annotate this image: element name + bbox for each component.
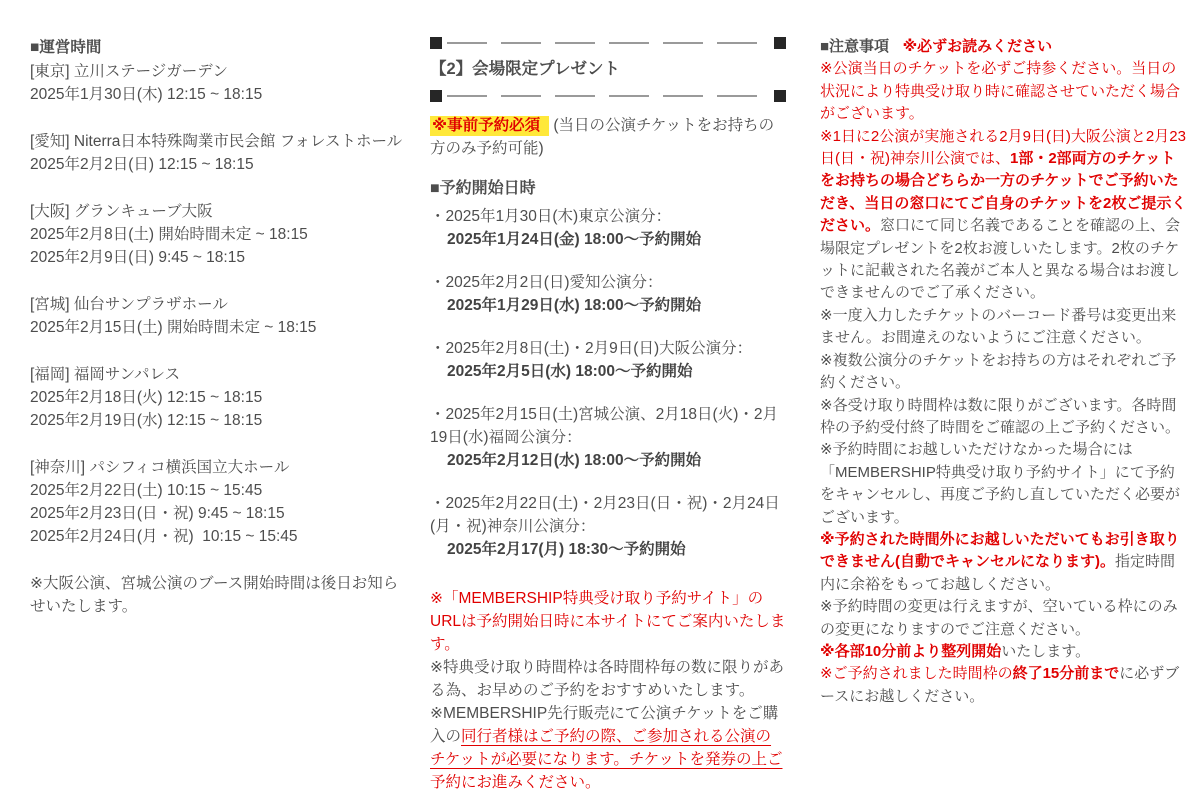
schedule-start-datetime: 2025年2月12日(水) 18:00〜予約開始 [447,452,702,469]
schedule-target: ・2025年2月15日(土)宮城公演、2月18日(火)・2月19日(水)福岡公演分： [430,406,778,446]
note-paragraph [430,587,786,656]
reservation-notes [430,587,786,790]
schedule-entry [430,205,786,251]
reservation-schedule-list [430,205,786,561]
venue-name: [東京] 立川ステージガーデン [30,63,228,80]
venue-hours: 2025年2月2日(日) 12:15 ~ 18:15 [30,156,254,173]
schedule-start-datetime: 2025年2月5日(水) 18:00〜予約開始 [447,363,693,380]
text-segment: 窓口にて同じ名義であることを確認の上、会場限定プレゼントを2枚お渡しいたします。2枚のチケットに記載された名義がご本人と異なる場合はお渡しできませんのでご了承ください。 [820,217,1181,302]
schedule-start-datetime: 2025年2月17(月) 18:30〜予約開始 [447,541,686,558]
text-segment: ※公演当日のチケットを必ずご持参ください。当日の状況により特典受け取り時に確認させていただく場合がございます。 [820,60,1181,123]
operating-hours-column [30,36,404,618]
venue-hours: 2025年2月19日(水) 12:15 ~ 18:15 [30,412,263,429]
text-segment: いたします。 [1001,642,1091,660]
note-paragraph [820,395,1188,440]
venue-hours: 2025年2月23日(日・祝) 9:45 ~ 18:15 [30,505,285,522]
divider-square-icon [430,37,442,49]
venue-hours: 2025年2月9日(日) 9:45 ~ 18:15 [30,249,245,266]
note-paragraph [820,641,1188,663]
cautions-column [820,36,1188,708]
divider-square-icon [430,90,442,102]
cautions-heading-line [820,36,1188,58]
note-paragraph [820,350,1188,395]
divider-square-icon [774,90,786,102]
venue-block [30,60,404,106]
divider-square-icon [774,37,786,49]
venue-name: [神奈川] パシフィコ横浜国立大ホール [30,459,290,476]
text-segment: 1部・2部両方のチケットをお持ちの場合どちらか一方のチケットでご予約いただき、当日の窓口にてご自身のチケットを2枚ご提示ください。 [820,150,1187,235]
section-divider-top [430,36,786,49]
schedule-target: ・2025年1月30日(木)東京公演分： [430,208,672,225]
text-segment: ※特典受け取り時間枠は各時間枠毎の数に限りがある為、お早めのご予約をおすすめいたします。 [430,659,784,699]
text-segment: ※予約時間の変更は行えますが、空いている枠にのみの変更になりますのでご注意ください。 [820,598,1178,638]
venue-present-column [430,36,786,790]
prebook-condition: (当日の公演チケットをお持ちの方のみ予約可能) [430,117,775,157]
venue-block [30,130,404,176]
text-segment: ご予約されました時間枠の [832,665,1013,683]
schedule-target: ・2025年2月22日(土)・2月23日(日・祝)・2月24日(月・祝)神奈川公演分： [430,495,780,535]
venue-hours: 2025年2月15日(土) 開始時間未定 ~ 18:15 [30,319,317,336]
booth-start-note: ※大阪公演、宮城公演のブース開始時間は後日お知らせいたします。 [30,575,399,615]
reservation-start-heading: ■予約開始日時 [430,180,536,197]
schedule-entry [430,271,786,317]
note-paragraph [820,596,1188,641]
section-heading: 【2】会場限定プレゼント [430,60,621,78]
text-segment: ※各部10分前より整列開始 [820,642,1002,660]
text-segment: に必ずブースにお越しください。 [820,665,1180,705]
venue-block [30,456,404,548]
must-read-warning: ※必ずお読みください [902,38,1053,55]
note-paragraph [820,529,1188,596]
venues-list [30,60,404,548]
prebook-required-highlight: ※事前予約必須 [430,116,549,136]
venue-name: [福岡] 福岡サンパレス [30,366,181,383]
text-segment: 終了15分前まで [1012,665,1120,683]
venue-hours: 2025年2月22日(土) 10:15 ~ 15:45 [30,482,263,499]
text-segment: ※MEMBERSHIP先行販売にて公演チケットをご購入の [430,705,779,745]
text-segment: ※各受け取り時間枠は数に限りがございます。各時間枠の予約受付終了時間をご確認の上ご予約ください。 [820,396,1181,436]
prebook-required-line [430,114,786,160]
text-segment: 同行者様はご予約の際、ご参加される公演のチケットが必要になります。チケットを発券の上ご予約にお進みください。 [430,728,783,790]
note-paragraph [820,126,1188,305]
cautions-paragraphs [820,58,1188,708]
note-paragraph [820,663,1188,708]
schedule-entry [430,403,786,472]
text-segment: ※「MEMBERSHIP特典受け取り予約サイト」のURLは予約開始日時に本サイトにてご案内いたします。 [430,590,786,653]
section-divider-bottom [430,89,786,102]
divider-dash-line [447,95,769,97]
text-segment: ※1日に2公演が実施される2月9日(日)大阪公演と2月23日(日・祝)神奈川公演では、 [820,127,1186,168]
text-segment: ※予約時間にお越しいただけなかった場合には「MEMBERSHIP特典受け取り予約サイト」にて予約をキャンセルし、再度ご予約し直していただく必要がございます。 [820,441,1181,526]
venue-hours: 2025年2月8日(土) 開始時間未定 ~ 18:15 [30,226,308,243]
text-segment: ※ [820,665,833,683]
venue-name: [愛知] Niterra日本特殊陶業市民会館 フォレストホール [30,133,403,150]
schedule-target: ・2025年2月8日(土)・2月9日(日)大阪公演分： [430,340,753,357]
venue-block [30,363,404,432]
venue-hours: 2025年2月18日(火) 12:15 ~ 18:15 [30,389,263,406]
schedule-entry [430,337,786,383]
venue-block [30,200,404,269]
venue-name: [宮城] 仙台サンプラザホール [30,296,228,313]
schedule-start-datetime: 2025年1月29日(水) 18:00〜予約開始 [447,297,702,314]
note-paragraph [430,656,786,702]
operating-hours-title: ■運営時間 [30,39,102,56]
text-segment: ※一度入力したチケットのバーコード番号は変更出来ません。お間違えのないようにご注意ください。 [820,306,1177,347]
divider-dash-line [447,42,769,44]
note-paragraph [430,702,786,790]
venue-hours: 2025年1月30日(木) 12:15 ~ 18:15 [30,86,263,103]
text-segment: ※複数公演分のチケットをお持ちの方はそれぞれご予約ください。 [820,351,1177,392]
venue-block [30,293,404,339]
text-segment: 指定時間内に余裕をもってお越しください。 [820,553,1176,593]
note-paragraph [820,58,1188,125]
venue-name: [大阪] グランキューブ大阪 [30,203,213,220]
schedule-entry [430,492,786,561]
note-paragraph [820,439,1188,529]
cautions-heading: ■注意事項 [820,38,890,55]
schedule-target: ・2025年2月2日(日)愛知公演分： [430,274,663,291]
schedule-start-datetime: 2025年1月24日(金) 18:00〜予約開始 [447,231,702,248]
venue-hours: 2025年2月24日(月・祝) 10:15 ~ 15:45 [30,528,298,545]
note-paragraph [820,305,1188,350]
text-segment: ※予約された時間外にお越しいただいてもお引き取りできません(自動でキャンセルになります)。 [820,530,1180,571]
